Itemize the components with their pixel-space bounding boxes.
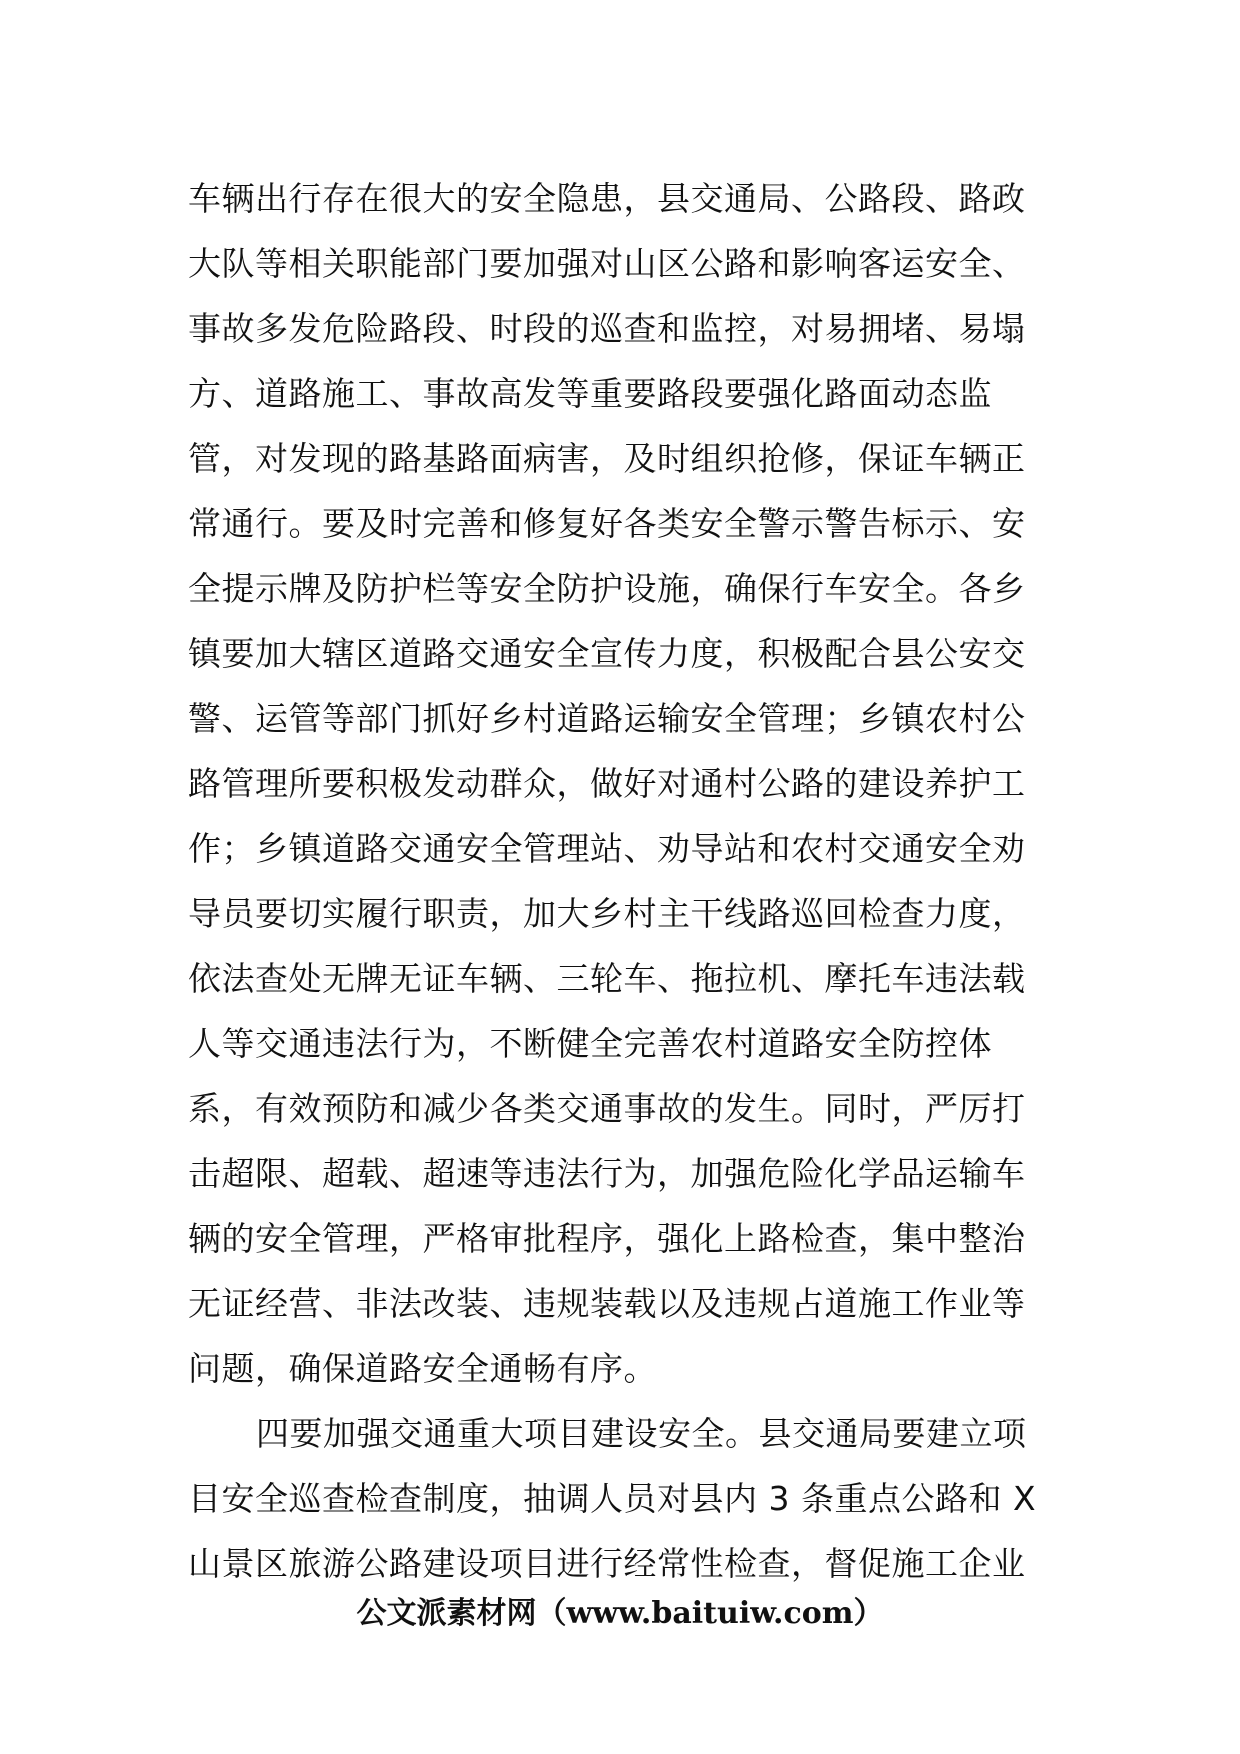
- text-line: 管，对发现的路基路面病害，及时组织抢修，保证车辆正: [188, 439, 1026, 478]
- text-line: 路管理所要积极发动群众，做好对通村公路的建设养护工: [188, 764, 1026, 803]
- text-line: 人等交通违法行为，不断健全完善农村道路安全防控体: [188, 1024, 992, 1063]
- text-line: 常通行。要及时完善和修复好各类安全警示警告标示、安: [188, 504, 1026, 543]
- text-line: 目安全巡查检查制度，抽调人员对县内 3 条重点公路和 X: [188, 1479, 1037, 1518]
- text-line: 问题，确保道路安全通畅有序。: [188, 1349, 657, 1388]
- text-line: 山景区旅游公路建设项目进行经常性检查，督促施工企业: [188, 1544, 1026, 1583]
- text-line: 大队等相关职能部门要加强对山区公路和影响客运安全、: [188, 244, 1026, 283]
- text-line: 系，有效预防和减少各类交通事故的发生。同时，严厉打: [188, 1089, 1026, 1128]
- text-line: 击超限、超载、超速等违法行为，加强危险化学品运输车: [188, 1154, 1026, 1193]
- body-text: [188, 166, 1054, 1596]
- text-line: 依法查处无牌无证车辆、三轮车、拖拉机、摩托车违法载: [188, 959, 1026, 998]
- text-line: 导员要切实履行职责，加大乡村主干线路巡回检查力度，: [188, 894, 1026, 933]
- text-line: 事故多发危险路段、时段的巡查和监控，对易拥堵、易塌: [188, 309, 1026, 348]
- text-line: 辆的安全管理，严格审批程序，强化上路检查，集中整治: [188, 1219, 1026, 1258]
- text-line: 方、道路施工、事故高发等重要路段要强化路面动态监: [188, 374, 992, 413]
- text-line: 车辆出行存在很大的安全隐患，县交通局、公路段、路政: [188, 179, 1026, 218]
- text-line: 无证经营、非法改装、违规装载以及违规占道施工作业等: [188, 1284, 1026, 1323]
- text-line: 镇要加大辖区道路交通安全宣传力度，积极配合县公安交: [188, 634, 1026, 673]
- text-line: 全提示牌及防护栏等安全防护设施，确保行车安全。各乡: [188, 569, 1026, 608]
- paragraph-start-line: 四要加强交通重大项目建设安全。县交通局要建立项: [256, 1414, 1027, 1453]
- text-line: 警、运管等部门抓好乡村道路运输安全管理；乡镇农村公: [188, 699, 1026, 738]
- text-line: 作；乡镇道路交通安全管理站、劝导站和农村交通安全劝: [188, 829, 1026, 868]
- footer-watermark: 公文派素材网（www.baituiw.com）: [356, 1596, 884, 1631]
